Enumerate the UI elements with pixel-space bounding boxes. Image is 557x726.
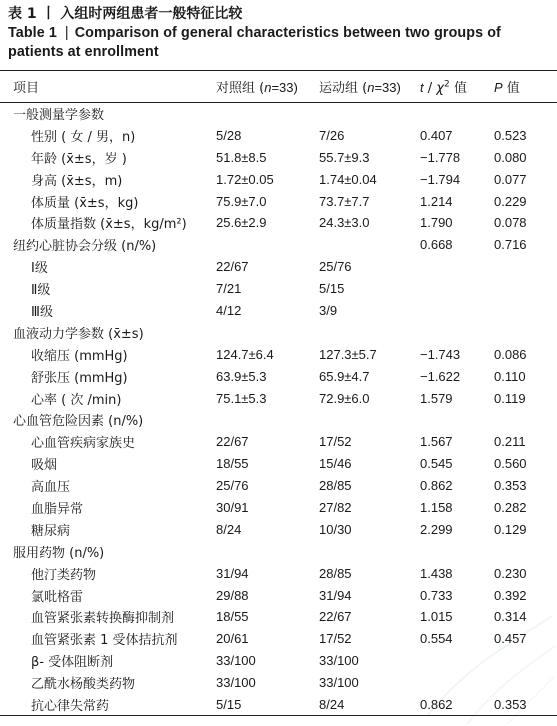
table-section-row <box>0 321 557 343</box>
p-value: 0.230 <box>494 565 527 581</box>
p-value: 0.078 <box>494 215 527 231</box>
row-label: 舒张压 (mmHg) <box>31 370 128 386</box>
table-row <box>0 453 557 475</box>
header-p: P <box>494 80 503 95</box>
test-statistic-value <box>420 540 494 562</box>
control-value: 1.72±0.05 <box>216 171 274 187</box>
exercise-value: 27/82 <box>319 499 352 515</box>
table-row <box>0 124 557 146</box>
exercise-value: 15/46 <box>319 456 352 472</box>
control-value: 124.7±6.4 <box>216 346 274 362</box>
exercise-value: 17/52 <box>319 434 352 450</box>
control-value <box>216 540 319 562</box>
row-label: 一般测量学参数 <box>13 108 105 124</box>
header-item <box>0 71 216 103</box>
table-header-row <box>0 71 557 103</box>
row-label: β- 受体阻断剂 <box>31 655 114 671</box>
table-row <box>0 256 557 278</box>
row-label: 高血压 <box>31 480 71 496</box>
control-value: 18/55 <box>216 456 249 472</box>
exercise-value: 31/94 <box>319 587 352 603</box>
row-label: 血管紧张素转换酶抑制剂 <box>31 611 175 627</box>
row-label: 体质量指数 (x̄±s，kg/m²) <box>31 217 187 233</box>
exercise-value: 1.74±0.04 <box>319 171 377 187</box>
header-chi: χ <box>436 81 444 96</box>
row-label: 乙酰水杨酸类药物 <box>31 677 136 693</box>
test-statistic-value: −1.743 <box>420 346 461 362</box>
table-body <box>0 103 557 716</box>
row-label: Ⅰ级 <box>31 261 48 277</box>
control-value: 75.1±5.3 <box>216 390 267 406</box>
header-test-statistic <box>420 71 494 103</box>
test-statistic-value: −1.778 <box>420 149 461 165</box>
exercise-value: 17/52 <box>319 631 352 647</box>
p-value <box>494 103 557 125</box>
header-item-text: 项目 <box>13 81 40 96</box>
p-value: 0.353 <box>494 694 557 716</box>
p-value: 0.392 <box>494 587 527 603</box>
exercise-value: 33/100 <box>319 653 359 669</box>
exercise-value: 33/100 <box>319 675 359 691</box>
row-label: 心血管疾病家族史 <box>31 436 136 452</box>
header-control-post: =33) <box>271 80 298 95</box>
table-row <box>0 343 557 365</box>
p-value: 0.077 <box>494 171 527 187</box>
control-value: 51.8±8.5 <box>216 149 267 165</box>
caption-separator: | <box>64 25 69 41</box>
row-label: 身高 (x̄±s，m) <box>31 173 123 189</box>
exercise-value: 25/76 <box>319 259 352 275</box>
characteristics-table <box>0 70 557 716</box>
test-statistic-value <box>420 256 494 278</box>
test-statistic-value: 1.579 <box>420 390 453 406</box>
test-statistic-value <box>420 650 494 672</box>
test-statistic-value <box>420 278 494 300</box>
test-statistic-value: 1.015 <box>420 609 453 625</box>
header-p-value <box>494 71 557 103</box>
control-value: 5/28 <box>216 127 242 143</box>
table-row <box>0 650 557 672</box>
p-value: 0.314 <box>494 609 527 625</box>
table-row <box>0 365 557 387</box>
p-value <box>494 300 557 322</box>
table-row <box>0 168 557 190</box>
row-label: 性别 ( 女 / 男，n) <box>31 129 136 145</box>
exercise-value: 5/15 <box>319 281 345 297</box>
row-label: 收缩压 (mmHg) <box>31 348 128 364</box>
caption-english <box>8 24 549 62</box>
p-value: 0.080 <box>494 149 527 165</box>
test-statistic-value: 1.567 <box>420 434 453 450</box>
exercise-value: 8/24 <box>319 694 420 716</box>
table-caption <box>0 0 557 62</box>
control-value: 31/94 <box>216 565 249 581</box>
row-label: 年龄 (x̄±s，岁 ) <box>31 151 127 167</box>
row-label: 吸烟 <box>31 458 58 474</box>
p-value: 0.716 <box>494 237 527 253</box>
p-value: 0.086 <box>494 346 527 362</box>
row-label: 服用药物 (n/%) <box>13 545 105 561</box>
p-value: 0.282 <box>494 499 527 515</box>
control-value: 25.6±2.9 <box>216 215 267 231</box>
p-value <box>494 321 557 343</box>
control-value: 5/15 <box>216 694 319 716</box>
control-value: 4/12 <box>216 302 242 318</box>
exercise-value: 7/26 <box>319 127 345 143</box>
row-label: 心率 ( 次 /min) <box>31 392 122 408</box>
exercise-value <box>319 540 420 562</box>
control-value <box>216 234 319 256</box>
row-label: Ⅲ级 <box>31 304 53 320</box>
table-row <box>0 606 557 628</box>
table-row <box>0 584 557 606</box>
p-value <box>494 672 557 694</box>
exercise-value <box>319 234 420 256</box>
row-label: 糖尿病 <box>31 523 71 539</box>
table-row <box>0 562 557 584</box>
p-value: 0.229 <box>494 193 527 209</box>
header-control-pre: 对照组 ( <box>216 81 265 96</box>
exercise-value <box>319 103 420 125</box>
row-label: 血脂异常 <box>31 501 84 517</box>
exercise-value: 28/85 <box>319 565 352 581</box>
header-exercise-pre: 运动组 ( <box>319 81 368 96</box>
exercise-value: 73.7±7.7 <box>319 193 370 209</box>
test-statistic-value: 1.214 <box>420 193 453 209</box>
control-value: 18/55 <box>216 609 249 625</box>
row-label: 心血管危险因素 (n/%) <box>13 414 144 430</box>
row-label: 体质量 (x̄±s，kg) <box>31 195 139 211</box>
header-tx-value: 值 <box>449 81 467 96</box>
test-statistic-value: 1.158 <box>420 499 453 515</box>
row-label: 血管紧张素 1 受体拮抗剂 <box>31 633 178 649</box>
test-statistic-value: 0.733 <box>420 587 453 603</box>
control-value: 20/61 <box>216 631 249 647</box>
control-value: 8/24 <box>216 521 242 537</box>
table-row <box>0 387 557 409</box>
p-value <box>494 409 557 431</box>
exercise-value <box>319 321 420 343</box>
p-value <box>494 256 557 278</box>
header-t: t <box>420 80 424 95</box>
row-label: 他汀类药物 <box>31 567 97 583</box>
test-statistic-value <box>420 103 494 125</box>
test-statistic-value <box>420 321 494 343</box>
test-statistic-value: 0.862 <box>420 694 494 716</box>
p-value <box>494 650 557 672</box>
test-statistic-value: −1.622 <box>420 368 461 384</box>
row-label: 纽约心脏协会分级 (n/%) <box>13 239 157 255</box>
exercise-value: 10/30 <box>319 521 352 537</box>
p-value <box>494 278 557 300</box>
exercise-value: 3/9 <box>319 302 338 318</box>
table-section-row <box>0 234 557 256</box>
control-value: 7/21 <box>216 281 242 297</box>
header-control <box>216 71 319 103</box>
exercise-value <box>319 409 420 431</box>
header-control-n: n <box>264 80 272 95</box>
header-exercise-n: n <box>367 80 375 95</box>
p-value: 0.560 <box>494 456 527 472</box>
test-statistic-value: 1.438 <box>420 565 453 581</box>
control-value <box>216 409 319 431</box>
control-value: 75.9±7.0 <box>216 193 267 209</box>
p-value: 0.457 <box>494 631 527 647</box>
header-chi-sup: 2 <box>443 79 450 90</box>
table-row <box>0 694 557 716</box>
test-statistic-value <box>420 409 494 431</box>
control-value: 29/88 <box>216 587 249 603</box>
table-row <box>0 518 557 540</box>
header-p-text: 值 <box>502 81 520 96</box>
control-value: 22/67 <box>216 434 249 450</box>
table-row <box>0 212 557 234</box>
table-section-row <box>0 540 557 562</box>
table-row <box>0 278 557 300</box>
p-value: 0.211 <box>494 434 526 450</box>
exercise-value: 22/67 <box>319 609 352 625</box>
p-value: 0.119 <box>494 390 526 406</box>
table-row <box>0 300 557 322</box>
table-row <box>0 431 557 453</box>
test-statistic-value: −1.794 <box>420 171 461 187</box>
table-row <box>0 672 557 694</box>
test-statistic-value <box>420 672 494 694</box>
exercise-value: 65.9±4.7 <box>319 368 370 384</box>
p-value: 0.523 <box>494 127 527 143</box>
control-value <box>216 103 319 125</box>
table-row <box>0 146 557 168</box>
p-value: 0.129 <box>494 521 527 537</box>
row-label: 抗心律失常药 <box>0 694 216 716</box>
header-exercise <box>319 71 420 103</box>
exercise-value: 28/85 <box>319 478 352 494</box>
caption-label: Table 1 <box>8 25 57 41</box>
test-statistic-value: 0.668 <box>420 237 453 253</box>
test-statistic-value: 0.545 <box>420 456 453 472</box>
test-statistic-value <box>420 300 494 322</box>
exercise-value: 24.3±3.0 <box>319 215 370 231</box>
exercise-value: 127.3±5.7 <box>319 346 377 362</box>
control-value: 25/76 <box>216 478 249 494</box>
header-slash: / <box>423 81 437 96</box>
caption-title: Comparison of general characteristics between two groups of patients at enrollment <box>8 25 501 60</box>
row-label: 血液动力学参数 (x̄±s) <box>13 326 144 342</box>
p-value: 0.110 <box>494 368 526 384</box>
exercise-value: 55.7±9.3 <box>319 149 370 165</box>
exercise-value: 72.9±6.0 <box>319 390 370 406</box>
p-value <box>494 540 557 562</box>
test-statistic-value: 1.790 <box>420 215 453 231</box>
row-label: 氯吡格雷 <box>31 589 84 605</box>
control-value: 33/100 <box>216 675 256 691</box>
p-value: 0.353 <box>494 478 527 494</box>
table-row <box>0 628 557 650</box>
table-row <box>0 475 557 497</box>
table-section-row <box>0 103 557 125</box>
row-label: Ⅱ级 <box>31 283 51 299</box>
test-statistic-value: 0.407 <box>420 127 453 143</box>
header-exercise-post: =33) <box>374 80 401 95</box>
table-section-row <box>0 409 557 431</box>
test-statistic-value: 0.862 <box>420 478 453 494</box>
control-value <box>216 321 319 343</box>
table-row <box>0 497 557 519</box>
table-row <box>0 190 557 212</box>
control-value: 33/100 <box>216 653 256 669</box>
control-value: 22/67 <box>216 259 249 275</box>
test-statistic-value: 2.299 <box>420 521 453 537</box>
caption-chinese: 表 1 丨 入组时两组患者一般特征比较 <box>8 6 243 22</box>
control-value: 30/91 <box>216 499 249 515</box>
control-value: 63.9±5.3 <box>216 368 267 384</box>
test-statistic-value: 0.554 <box>420 631 453 647</box>
